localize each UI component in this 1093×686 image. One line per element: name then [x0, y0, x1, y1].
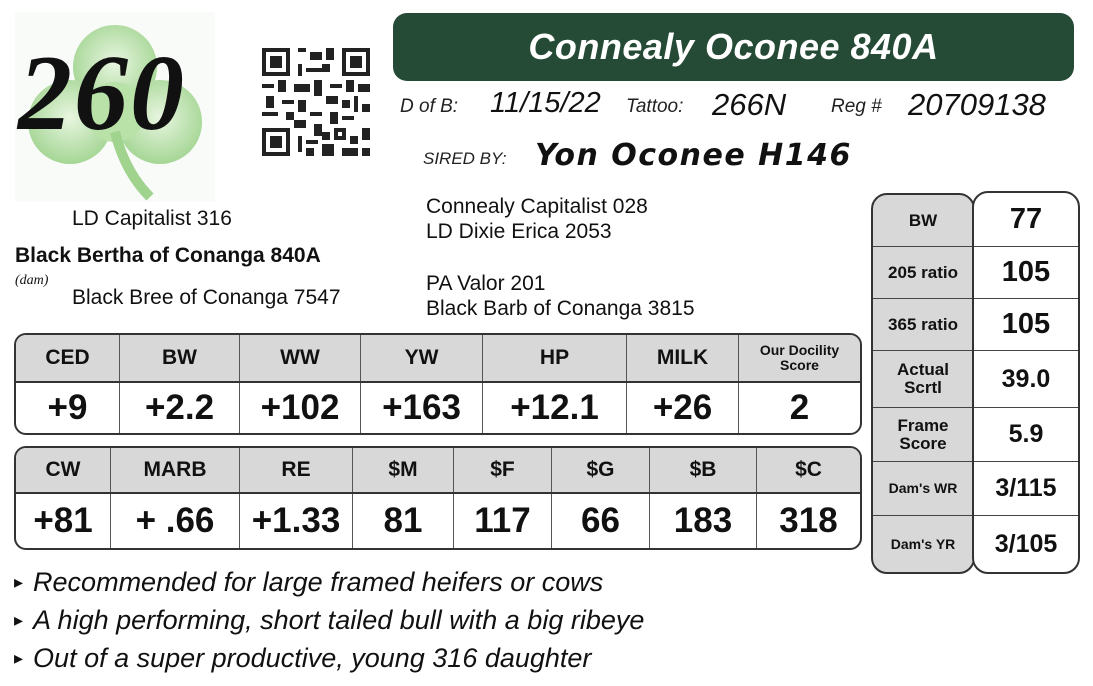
epd-table-2	[14, 446, 862, 550]
qr-code-icon[interactable]	[258, 44, 374, 160]
epd-value: +81	[16, 494, 111, 548]
perf-label: Dam's WR	[873, 462, 973, 516]
epd-header: $F	[454, 448, 552, 492]
perf-label: 205 ratio	[873, 247, 973, 299]
epd-header: MARB	[111, 448, 240, 492]
note-item	[14, 643, 591, 674]
dam-tag: (dam)	[15, 273, 49, 288]
epd-header: YW	[361, 335, 483, 381]
performance-labels	[871, 193, 975, 574]
tattoo-value: 266N	[712, 87, 787, 122]
epd-header: HP	[483, 335, 627, 381]
triangle-right-icon: ▸	[14, 572, 24, 592]
mgs-sire: Connealy Capitalist 028	[426, 195, 648, 218]
perf-value: 105	[974, 247, 1078, 299]
tattoo-label: Tattoo:	[626, 96, 684, 117]
maternal-granddam: Black Bree of Conanga 7547	[72, 286, 341, 309]
performance-values	[972, 191, 1080, 574]
reg-value: 20709138	[908, 87, 1046, 122]
epd-header: $G	[552, 448, 650, 492]
note-item	[14, 567, 603, 598]
epd-header: $M	[353, 448, 454, 492]
epd-table-1	[14, 333, 862, 435]
epd-value: +2.2	[120, 383, 240, 433]
perf-value: 77	[974, 193, 1078, 247]
epd-value: 117	[454, 494, 552, 548]
mgs-dam: LD Dixie Erica 2053	[426, 220, 612, 243]
epd-header: WW	[240, 335, 361, 381]
epd-value: 318	[779, 501, 838, 540]
perf-value: 3/105	[994, 529, 1058, 558]
epd-header: CW	[16, 448, 111, 492]
perf-value: 5.9	[974, 408, 1078, 462]
epd-value: 183	[650, 494, 757, 548]
epd-value: +26	[627, 383, 739, 433]
perf-value: 39.0	[974, 351, 1078, 408]
epd-value: +102	[240, 383, 361, 433]
perf-label: Actual Scrtl	[873, 351, 973, 408]
triangle-right-icon: ▸	[14, 610, 24, 630]
epd-value: 66	[552, 494, 650, 548]
note-text: Recommended for large framed heifers or cows	[33, 567, 604, 597]
perf-label: Frame Score	[873, 408, 973, 462]
epd-header: BW	[120, 335, 240, 381]
dob-label: D of B:	[400, 96, 459, 117]
bull-name: Connealy Oconee 840A	[528, 26, 939, 67]
epd-value: +1.33	[240, 494, 353, 548]
perf-label: 365 ratio	[873, 299, 973, 351]
perf-label: BW	[873, 195, 973, 247]
epd-header: $C	[795, 458, 822, 481]
lot-number: 260	[18, 34, 186, 153]
epd-header: $B	[650, 448, 757, 492]
maternal-grandsire: LD Capitalist 316	[72, 207, 232, 230]
perf-value: 3/115	[974, 462, 1078, 516]
epd-header: Our Docility Score	[759, 342, 840, 373]
epd-value: +9	[16, 383, 120, 433]
epd-value: + .66	[111, 494, 240, 548]
dob-value: 11/15/22	[490, 87, 601, 119]
note-item	[14, 605, 644, 636]
epd-value: +163	[361, 383, 483, 433]
epd-header: CED	[16, 335, 120, 381]
dam-name: Black Bertha of Conanga 840A	[15, 244, 321, 267]
note-text: A high performing, short tailed bull with a big ribeye	[33, 605, 645, 635]
perf-label: Dam's YR	[890, 535, 956, 552]
epd-value: 2	[789, 388, 810, 427]
epd-header: RE	[240, 448, 353, 492]
reg-label: Reg #	[831, 96, 882, 117]
epd-value: 81	[353, 494, 454, 548]
sired-by-label: SIRED BY:	[423, 149, 507, 168]
mgd-sire: PA Valor 201	[426, 272, 546, 295]
note-text: Out of a super productive, young 316 daughter	[33, 643, 592, 673]
epd-header: MILK	[627, 335, 739, 381]
title-banner	[393, 13, 1074, 81]
perf-value: 105	[974, 299, 1078, 351]
epd-value: +12.1	[483, 383, 627, 433]
sire-name: Yon Oconee H146	[535, 138, 852, 173]
mgd-dam: Black Barb of Conanga 3815	[426, 297, 695, 320]
triangle-right-icon: ▸	[14, 648, 24, 668]
